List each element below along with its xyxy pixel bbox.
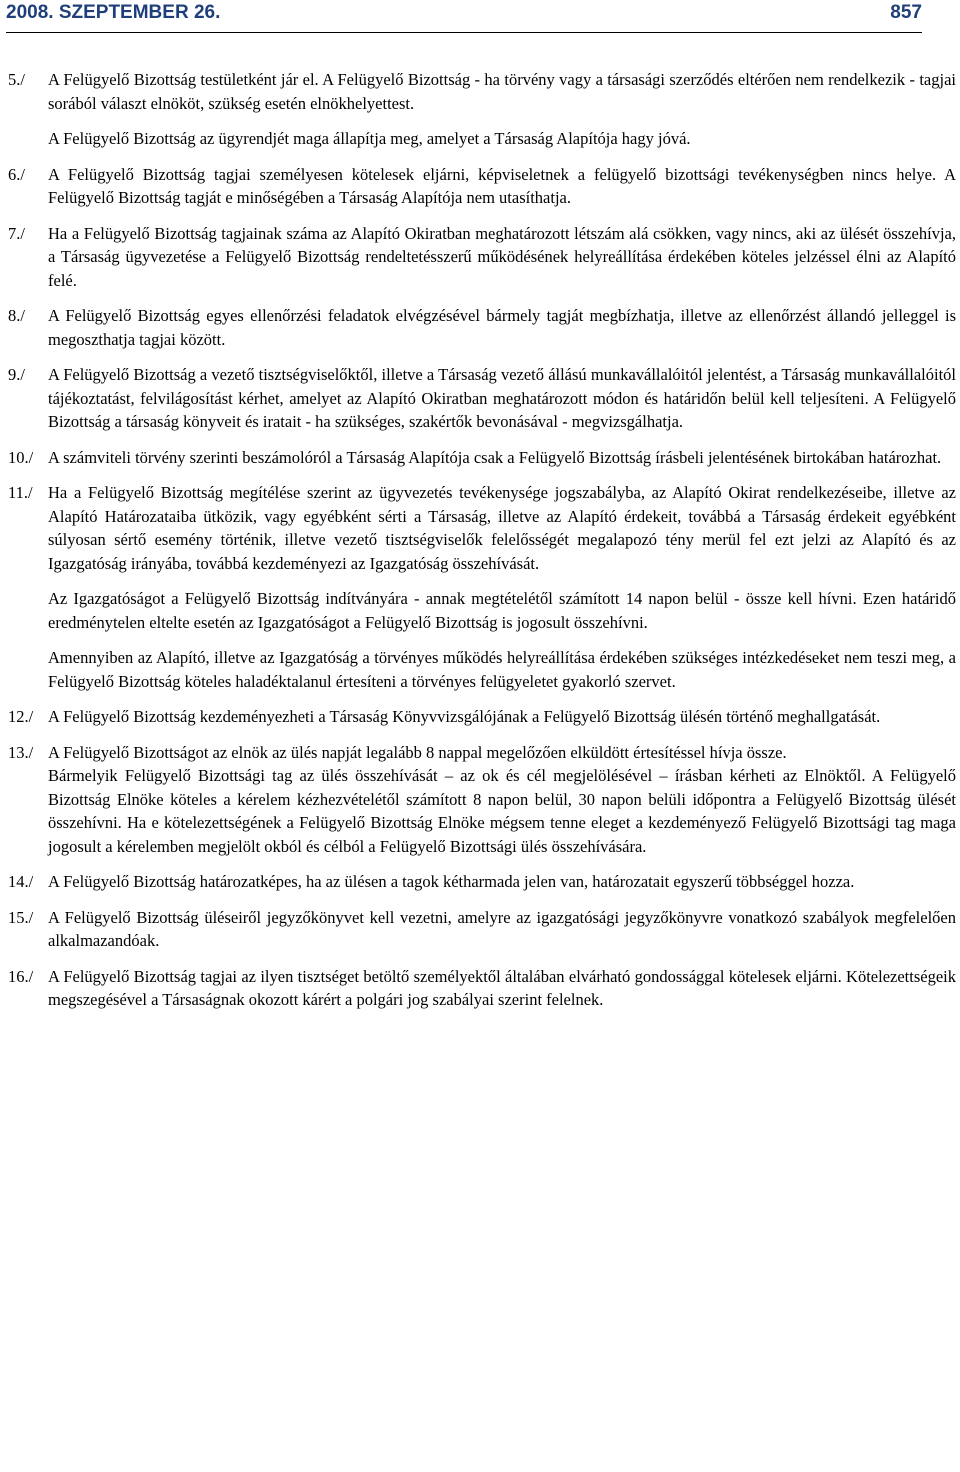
section-number: 10./ — [8, 447, 34, 467]
section-number: 12./ — [8, 707, 34, 726]
paragraph: Amennyiben az Alapító, illetve az Igazgatóság a törvényes működés helyreállítása érdekében szükséges intézkedéseket nem teszi meg, a Felügyelő Bizottság köteles haladéktalanul értesíteni a törvényes felügyeletet gyakorló szervet. — [48, 648, 956, 691]
paragraph: A Felügyelő Bizottság tagjai személyesen kötelesek eljárni, képviseletnek a felügyelő bizottsági tevékenységben nincs helye. A Felügyelő Bizottság tagját e minőségében a Társaság Alapítója nem utasíthatja. — [48, 164, 956, 207]
header-date: 2008. SZEPTEMBER 26. — [6, 2, 221, 23]
section-number: 16./ — [8, 966, 34, 986]
section-number: 13./ — [8, 742, 34, 762]
section-9 — [8, 363, 956, 434]
paragraph: A Felügyelő Bizottság a vezető tisztségviselőktől, illetve a Társaság vezető állású munkavállalóitól jelentést, a Társaság munkavállalóitól tájékoztatást, felvilágosítást kérhet, amelyet az Alapító Okiratban meghatározott módon és határidőn belül kell teljesíteni. A Felügyelő Bizottság a társaság könyveit és iratait - ha szükséges, szakértők bevonásával - megvizsgálhatja. — [48, 365, 956, 431]
page-header — [6, 0, 922, 33]
section-number: 14./ — [8, 872, 34, 891]
section-8 — [8, 304, 956, 351]
paragraph: Ha a Felügyelő Bizottság megítélése szerint az ügyvezetés tevékenysége jogszabályba, az Alapító Okirat rendelkezéseibe, illetve az Alapító Határozataiba ütközik, vagy egyébként sérti a Társaság, illetve az Alapító érdekeit, továbbá a Társaság érdekeit egyébként súlyosan sértő esemény történik, illetve vezető tisztségviselők felelősségét megalapozó tény merül fel ezt jelzi az Alapító és az Igazgatóság irányába, továbbá kezdeményezi az Igazgatóság összehívását. — [48, 483, 956, 573]
paragraph: A Felügyelő Bizottság egyes ellenőrzési feladatok elvégzésével bármely tagját megbízhatja, illetve az ellenőrzést állandó jelleggel is megoszthatja tagjai között. — [48, 306, 956, 349]
section-number: 11./ — [8, 483, 33, 502]
section-11 — [8, 481, 956, 693]
section-14 — [8, 870, 956, 894]
section-10 — [8, 446, 956, 470]
document-body — [8, 68, 956, 1024]
section-15 — [8, 906, 956, 953]
section-7 — [8, 222, 956, 293]
paragraph: A Felügyelő Bizottság tagjai az ilyen tisztséget betöltő személyektől általában elvárható gondossággal kötelesek eljárni. Kötelezettségeik megszegésével a Társaságnak okozott kárért a polgári jog szabályai szerint felelnek. — [48, 966, 956, 1009]
paragraph: A Felügyelő Bizottság testületként jár el. A Felügyelő Bizottság - ha törvény vagy a társasági szerződés eltérően nem rendelkezik - tagjai sorából választ elnököt, szükség esetén elnökhelyettest. — [48, 70, 956, 113]
section-number: 6./ — [8, 164, 25, 184]
paragraph: A számviteli törvény szerinti beszámolóról a Társaság Alapítója csak a Felügyelő Bizottság írásbeli jelentésének birtokában határozhat. — [48, 447, 942, 467]
paragraph: Az Igazgatóságot a Felügyelő Bizottság indítványára - annak megtételétől számított 14 napon belül - össze kell hívni. Ezen határidő eredménytelen eltelte esetén az Igazgatóságot a Felügyelő Bizottság is jogosult összehívni. — [48, 589, 956, 632]
paragraph: A Felügyelő Bizottságot az elnök az ülés napját legalább 8 nappal megelőzően elküldött értesítéssel hívja össze. — [48, 742, 787, 762]
section-5 — [8, 68, 956, 151]
section-16 — [8, 965, 956, 1012]
paragraph: Ha a Felügyelő Bizottság tagjainak száma az Alapító Okiratban meghatározott létszám alá csökken, vagy nincs, aki az ülését összehívja, a Társaság ügyvezetése a Felügyelő Bizottság rendeltetésszerű működésének helyreállítása érdekében köteles jelzéssel élni az Alapító felé. — [48, 223, 956, 290]
paragraph: A Felügyelő Bizottság határozatképes, ha az ülésen a tagok kétharmada jelen van, határozatait egyszerű többséggel hozza. — [48, 872, 855, 891]
paragraph: A Felügyelő Bizottság kezdeményezheti a Társaság Könyvvizsgálójának a Felügyelő Bizottság ülésén történő meghallgatását. — [48, 707, 881, 726]
page-number: 857 — [890, 2, 922, 23]
paragraph: A Felügyelő Bizottság az ügyrendjét maga állapítja meg, amelyet a Társaság Alapítója hagy jóvá. — [48, 129, 691, 148]
section-number: 9./ — [8, 365, 25, 384]
section-12 — [8, 705, 956, 729]
section-number: 7./ — [8, 223, 25, 243]
paragraph: A Felügyelő Bizottság üléseiről jegyzőkönyvet kell vezetni, amelyre az igazgatósági jegyzőkönyvre vonatkozó szabályok megfelelően alkalmazandóak. — [48, 907, 956, 950]
section-number: 8./ — [8, 306, 25, 325]
paragraph: Bármelyik Felügyelő Bizottsági tag az ülés összehívását – az ok és cél megjelölésével – írásban kérheti az Elnöktől. A Felügyelő Bizottság Elnöke köteles a kérelem kézhezvételétől számított 8 napon belül, 30 napon belüli időpontra a Felügyelő Bizottság ülését összehívni. Ha e kötelezettségének a Felügyelő Bizottság Elnöke mégsem tenne eleget a kezdeményező Felügyelő Bizottsági tag maga jogosult a kérelemben megjelölt okból és célból a Felügyelő Bizottsági ülés összehívására. — [48, 766, 956, 856]
section-number: 5./ — [8, 70, 25, 89]
section-6 — [8, 163, 956, 210]
section-13 — [8, 741, 956, 859]
section-number: 15./ — [8, 907, 34, 927]
